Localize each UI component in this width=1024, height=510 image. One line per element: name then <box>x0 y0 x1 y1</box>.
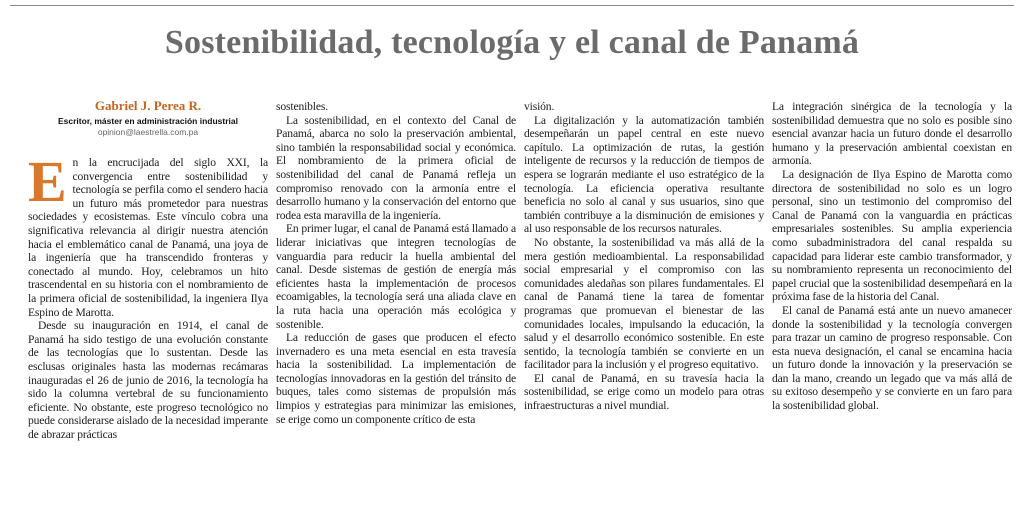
paragraph: sostenibles. <box>276 100 328 113</box>
paragraph: La sostenibilidad, en el contexto del Canal de Panamá, abarca no solo la preservación ambiental, sino también la responsabilidad social y económica. El nombramiento de la primera oficial de sostenibilidad del canal de Panamá refleja un compromiso renovado con la armonía entre el desarrollo humano y la conservación del entorno que rodea esta maravilla de la ingeniería. <box>276 113 516 222</box>
author-role: Escritor, máster en administración industrial <box>58 116 238 126</box>
paragraph: La integración sinérgica de la tecnología y la sostenibilidad demuestra que no solo es posible sino esencial avanzar hacia un futuro donde el desarrollo humano y la preservación ambiental coexistan en armonía. <box>772 100 1012 168</box>
paragraph: El canal de Panamá, en su travesía hacia la sostenibilidad, se erige como un modelo para otras infraestructuras a nivel mundial. <box>524 371 764 413</box>
paragraph: En primer lugar, el canal de Panamá está llamado a liderar iniciativas que integren tecnologías de vanguardia para reducir la huella ambiental del canal. Desde sistemas de gestión de energía más eficientes hasta la implementación de procesos ecoamigables, la tecnología será una aliada clave en la ruta hacia una operación más ecológica y sostenible. <box>276 222 516 331</box>
author-email[interactable]: opinion@laestrella.com.pa <box>97 127 199 137</box>
column-2 <box>276 100 516 490</box>
drop-cap: E <box>28 149 67 214</box>
paragraph: El canal de Panamá está ante un nuevo amanecer donde la sostenibilidad y la tecnología convergen para trazar un camino de progreso responsable. Con esta nueva designación, el canal se encamina hacia un futuro donde la innovación y la preservación se dan la mano, creando un legado que va más allá de su exitoso desempeño y se convierte en un faro para la sostenibilidad global. <box>772 303 1012 413</box>
paragraph-text: n la encrucijada del siglo XXI, la convergencia entre sostenibilidad y tecnología se perfila como el sendero hacia un futuro más prometedor para nuestras sociedades y ecosistemas. Este vínculo cobra una significativa relevancia al dirigir nuestra atención hacia el emblemático canal de Panamá, una joya de la ingeniería que ha transcendido fronteras y conectado al mundo. Hoy, celebramos un hito trascendental en su historia con el nombramiento de la primera oficial de sostenibilidad, la ingeniera Ilya Espino de Marotta. <box>28 156 268 319</box>
top-rule <box>10 5 1014 6</box>
headline: Sostenibilidad, tecnología y el canal de Panamá <box>164 24 860 61</box>
column-1 <box>28 149 268 496</box>
paragraph: No obstante, la sostenibilidad va más allá de la mera gestión medioambiental. La responsabilidad social empresarial y el compromiso con las comunidades aledañas son pilares fundamentales. El canal de Panamá tiene la tarea de fomentar programas que promuevan el bienestar de las comunidades locales, impulsando la educación, la salud y el desarrollo económico sostenible. En este sentido, la tecnología también se convierte en un facilitador para la inclusión y el progreso equitativo. <box>524 235 764 372</box>
byline <box>28 98 268 137</box>
paragraph: La digitalización y la automatización también desempeñarán un papel central en este nuevo capítulo. La optimización de rutas, la gestión inteligente de recursos y la reducción de tiempos de espera se lograrán mediante el uso estratégico de la tecnología. La eficiencia operativa resultante beneficia no solo al canal y sus usuarios, sino que también contribuye a la disminución de emisiones y al uso responsable de los recursos naturales. <box>524 113 764 236</box>
author-name: Gabriel J. Perea R. <box>94 98 202 113</box>
column-4 <box>772 100 1012 490</box>
paragraph: visión. <box>524 100 555 113</box>
paragraph: La reducción de gases que producen el efecto invernadero es una meta esencial en esta travesía hacia la sostenibilidad. La implementación de tecnologías innovadoras en la gestión del tránsito de buques, tales como sistemas de propulsión más limpios y estrategias para minimizar las emisiones, se erige como un componente crítico de esta <box>276 331 516 426</box>
paragraph <box>28 149 268 319</box>
paragraph: La designación de Ilya Espino de Marotta como directora de sostenibilidad no solo es un logro personal, sino un testimonio del compromiso del Canal de Panamá con la vanguardia en prácticas empresariales sostenibles. Su amplia experiencia como subadministradora del canal respalda su capacidad para liderar este cambio transformador, y su nombramiento representa un reconocimiento del papel crucial que la sostenibilidad desempeñará en la próxima fase de la historia del Canal. <box>772 167 1012 304</box>
column-3 <box>524 100 764 490</box>
paragraph: Desde su inauguración en 1914, el canal de Panamá ha sido testigo de una evolución constante de las tecnologías que lo sustentan. Desde las esclusas originales hasta las modernas recámaras inauguradas el 26 de junio de 2016, la tecnología ha sido la columna vertebral de su funcionamiento eficiente. No obstante, este progreso tecnológico no puede considerarse aislado de la necesidad imperante de abrazar prácticas <box>28 319 268 441</box>
